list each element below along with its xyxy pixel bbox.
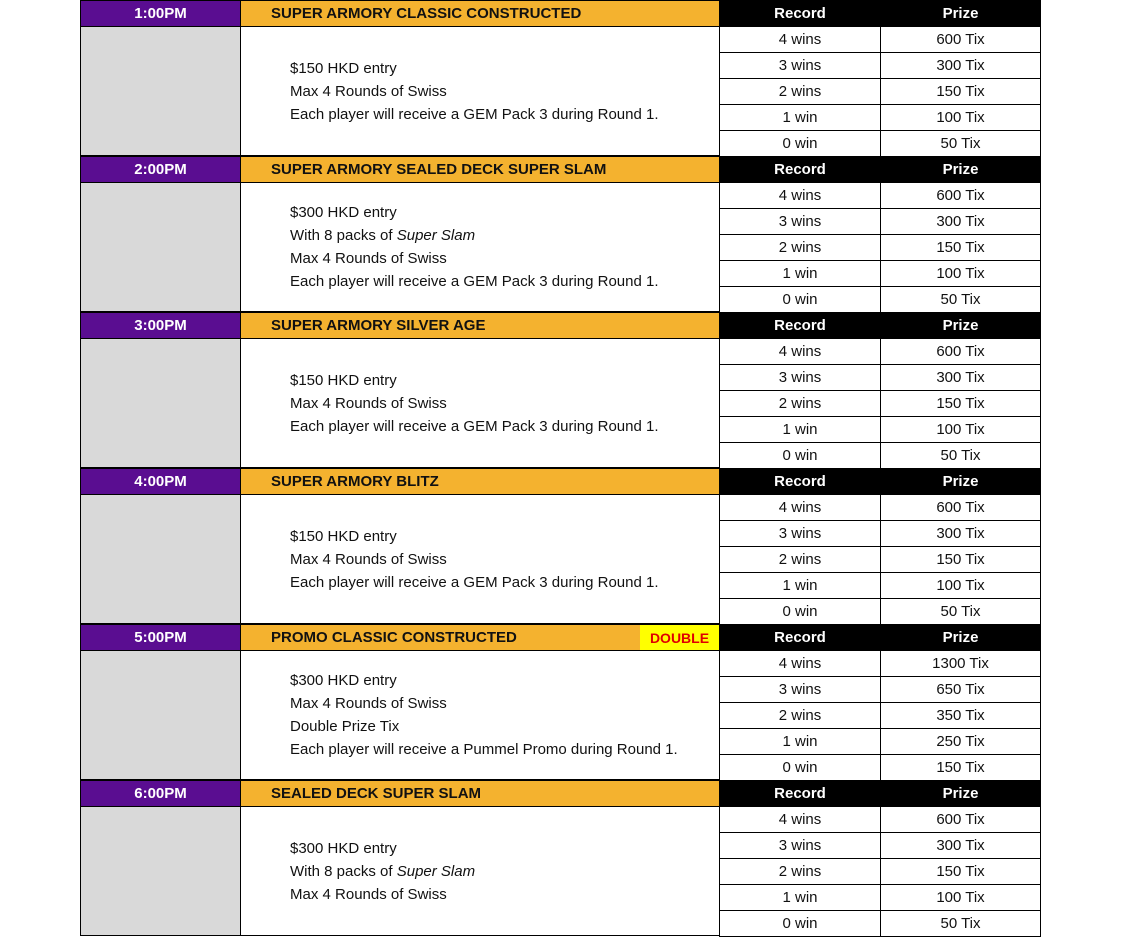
prize-cell: 50 Tix	[880, 442, 1041, 469]
description-text: $300 HKD entry	[290, 839, 397, 857]
event-description	[240, 494, 720, 624]
event-image-placeholder	[80, 338, 241, 468]
record-cell: 2 wins	[719, 546, 881, 573]
record-cell: 3 wins	[719, 52, 881, 79]
prize-cell: 650 Tix	[880, 676, 1041, 703]
event-block	[80, 780, 1041, 936]
prize-cell: 150 Tix	[880, 390, 1041, 417]
description-line	[290, 715, 678, 738]
description-text: Max 4 Rounds of Swiss	[290, 550, 447, 568]
event-title: PROMO CLASSIC CONSTRUCTED	[271, 629, 517, 646]
record-cell: 2 wins	[719, 390, 881, 417]
prize-cell: 300 Tix	[880, 832, 1041, 859]
description-text: Max 4 Rounds of Swiss	[290, 250, 447, 267]
record-header: Record	[719, 780, 881, 807]
description-line	[290, 571, 659, 594]
description-line	[290, 883, 475, 906]
record-cell: 4 wins	[719, 338, 881, 365]
prize-header: Prize	[880, 468, 1041, 495]
event-title: SUPER ARMORY CLASSIC CONSTRUCTED	[271, 5, 582, 22]
event-block	[80, 0, 1041, 156]
prize-cell: 100 Tix	[880, 884, 1041, 911]
event-image-placeholder	[80, 26, 241, 156]
event-time: 1:00PM	[80, 0, 241, 27]
prize-cell: 600 Tix	[880, 338, 1041, 365]
description-text: Max 4 Rounds of Swiss	[290, 394, 447, 412]
prize-cell: 600 Tix	[880, 26, 1041, 53]
record-cell: 3 wins	[719, 832, 881, 859]
event-block	[80, 624, 1041, 780]
description-text: Double Prize Tix	[290, 718, 400, 735]
event-time: 5:00PM	[80, 624, 241, 651]
description-line	[290, 525, 659, 548]
event-time: 2:00PM	[80, 156, 241, 183]
description-text: With 8 packs of	[290, 227, 397, 244]
record-header: Record	[719, 468, 881, 495]
prize-cell: 600 Tix	[880, 182, 1041, 209]
description-text: $300 HKD entry	[290, 672, 397, 689]
description-line	[290, 57, 659, 80]
record-cell: 2 wins	[719, 858, 881, 885]
record-cell: 1 win	[719, 728, 881, 755]
prize-cell: 150 Tix	[880, 234, 1041, 261]
record-cell: 3 wins	[719, 364, 881, 391]
description-lines	[241, 369, 659, 438]
prize-cell: 300 Tix	[880, 364, 1041, 391]
event-description	[240, 650, 720, 780]
description-lines	[241, 201, 659, 293]
prize-header: Prize	[880, 624, 1041, 651]
description-line	[290, 860, 475, 883]
record-header: Record	[719, 0, 881, 27]
record-header: Record	[719, 156, 881, 183]
description-line	[290, 669, 678, 692]
record-cell: 1 win	[719, 260, 881, 287]
event-time: 6:00PM	[80, 780, 241, 807]
description-line	[290, 80, 659, 103]
record-cell: 1 win	[719, 884, 881, 911]
description-lines	[241, 669, 678, 761]
description-lines	[241, 57, 659, 126]
event-block	[80, 312, 1041, 468]
record-header: Record	[719, 312, 881, 339]
record-cell: 0 win	[719, 442, 881, 469]
event-description	[240, 806, 720, 936]
record-cell: 4 wins	[719, 182, 881, 209]
record-cell: 4 wins	[719, 650, 881, 677]
record-cell: 3 wins	[719, 676, 881, 703]
prize-cell: 50 Tix	[880, 130, 1041, 157]
description-line	[290, 247, 659, 270]
prize-cell: 100 Tix	[880, 416, 1041, 443]
description-line	[290, 369, 659, 392]
prize-cell: 50 Tix	[880, 286, 1041, 313]
prize-cell: 1300 Tix	[880, 650, 1041, 677]
record-cell: 2 wins	[719, 234, 881, 261]
record-cell: 1 win	[719, 104, 881, 131]
description-line	[290, 738, 678, 761]
record-cell: 3 wins	[719, 520, 881, 547]
event-title-cell	[240, 468, 720, 495]
description-text: With 8 packs of	[290, 862, 397, 880]
description-line	[290, 548, 659, 571]
event-image-placeholder	[80, 494, 241, 624]
prize-cell: 150 Tix	[880, 546, 1041, 573]
prize-cell: 100 Tix	[880, 104, 1041, 131]
description-line	[290, 692, 678, 715]
record-cell: 4 wins	[719, 26, 881, 53]
description-lines	[241, 837, 475, 906]
record-cell: 0 win	[719, 754, 881, 781]
description-text: Each player will receive a Pummel Promo during Round 1.	[290, 741, 678, 758]
description-text: Each player will receive a GEM Pack 3 during Round 1.	[290, 273, 659, 290]
description-line	[290, 392, 659, 415]
prize-cell: 150 Tix	[880, 754, 1041, 781]
description-text: $150 HKD entry	[290, 371, 397, 389]
event-title: SEALED DECK SUPER SLAM	[271, 785, 482, 802]
prize-cell: 350 Tix	[880, 702, 1041, 729]
event-title: SUPER ARMORY BLITZ	[271, 473, 439, 490]
event-title-cell	[240, 624, 720, 651]
prize-cell: 50 Tix	[880, 598, 1041, 625]
prize-header: Prize	[880, 780, 1041, 807]
record-cell: 4 wins	[719, 494, 881, 521]
record-cell: 0 win	[719, 598, 881, 625]
prize-cell: 600 Tix	[880, 494, 1041, 521]
record-cell: 1 win	[719, 416, 881, 443]
event-title: SUPER ARMORY SILVER AGE	[271, 317, 486, 334]
prize-cell: 250 Tix	[880, 728, 1041, 755]
prize-cell: 300 Tix	[880, 520, 1041, 547]
event-schedule-sheet	[80, 0, 1041, 936]
event-time: 4:00PM	[80, 468, 241, 495]
event-title-cell	[240, 780, 720, 807]
description-text: $150 HKD entry	[290, 59, 397, 77]
event-block	[80, 156, 1041, 312]
prize-header: Prize	[880, 156, 1041, 183]
description-text: $150 HKD entry	[290, 527, 397, 545]
event-description	[240, 26, 720, 156]
prize-cell: 50 Tix	[880, 910, 1041, 937]
description-line	[290, 415, 659, 438]
event-title-cell	[240, 312, 720, 339]
record-cell: 1 win	[719, 572, 881, 599]
event-image-placeholder	[80, 182, 241, 312]
record-cell: 0 win	[719, 286, 881, 313]
event-title-cell	[240, 156, 720, 183]
record-cell: 4 wins	[719, 806, 881, 833]
record-cell: 2 wins	[719, 78, 881, 105]
record-cell: 0 win	[719, 130, 881, 157]
record-cell: 3 wins	[719, 208, 881, 235]
event-image-placeholder	[80, 650, 241, 780]
description-text: Each player will receive a GEM Pack 3 during Round 1.	[290, 417, 659, 435]
event-block	[80, 468, 1041, 624]
prize-cell: 100 Tix	[880, 572, 1041, 599]
prize-cell: 150 Tix	[880, 858, 1041, 885]
description-text: $300 HKD entry	[290, 204, 397, 221]
description-line	[290, 103, 659, 126]
description-line	[290, 201, 659, 224]
description-italic: Super Slam	[396, 227, 476, 244]
description-italic: Super Slam	[396, 862, 476, 880]
description-text: Each player will receive a GEM Pack 3 during Round 1.	[290, 105, 659, 123]
event-title-cell	[240, 0, 720, 27]
prize-cell: 300 Tix	[880, 52, 1041, 79]
prize-cell: 600 Tix	[880, 806, 1041, 833]
event-description	[240, 338, 720, 468]
prize-cell: 300 Tix	[880, 208, 1041, 235]
prize-header: Prize	[880, 312, 1041, 339]
record-cell: 0 win	[719, 910, 881, 937]
record-cell: 2 wins	[719, 702, 881, 729]
description-lines	[241, 525, 659, 594]
event-image-placeholder	[80, 806, 241, 936]
description-text: Each player will receive a GEM Pack 3 during Round 1.	[290, 573, 659, 591]
event-time: 3:00PM	[80, 312, 241, 339]
prize-cell: 100 Tix	[880, 260, 1041, 287]
record-header: Record	[719, 624, 881, 651]
description-text: Max 4 Rounds of Swiss	[290, 695, 447, 712]
prize-cell: 150 Tix	[880, 78, 1041, 105]
description-text: Max 4 Rounds of Swiss	[290, 885, 447, 903]
double-badge: DOUBLE	[640, 625, 719, 650]
prize-header: Prize	[880, 0, 1041, 27]
description-line	[290, 224, 659, 247]
description-text: Max 4 Rounds of Swiss	[290, 82, 447, 100]
description-line	[290, 837, 475, 860]
event-title: SUPER ARMORY SEALED DECK SUPER SLAM	[271, 161, 607, 178]
description-line	[290, 270, 659, 293]
event-description	[240, 182, 720, 312]
